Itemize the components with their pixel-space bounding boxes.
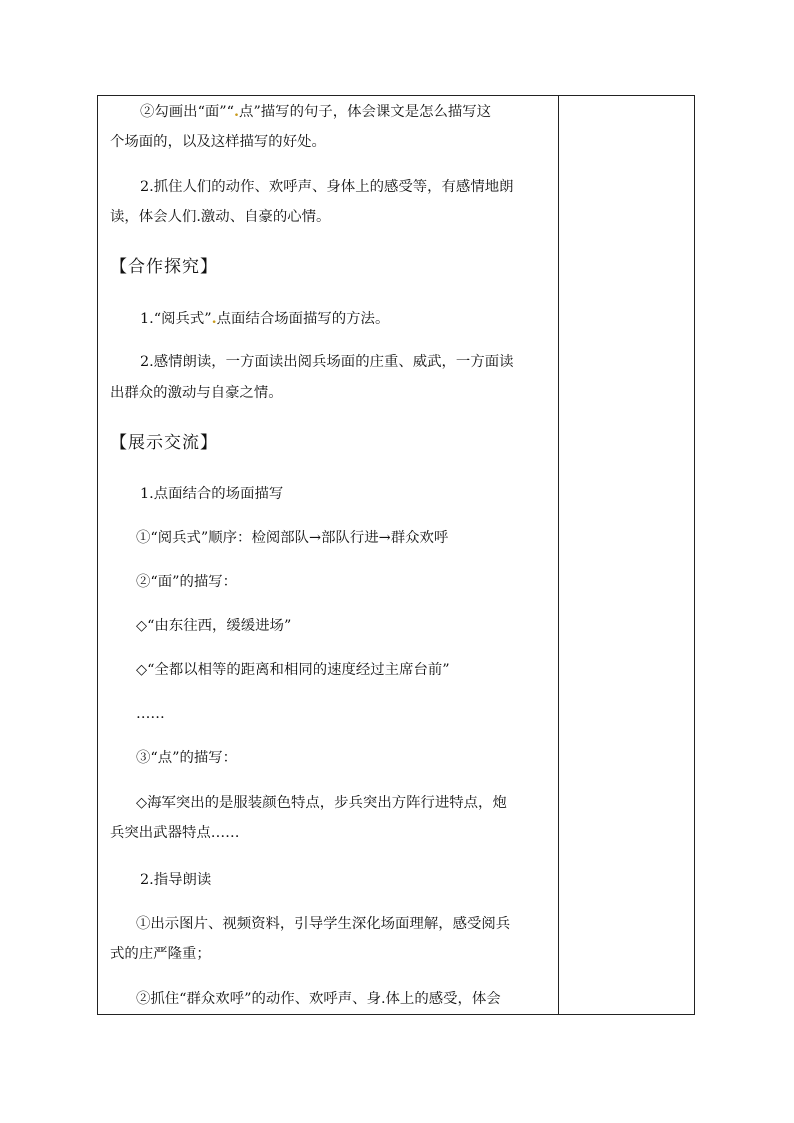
text-line bbox=[140, 102, 491, 122]
section-heading-present: 【展示交流】 bbox=[110, 433, 218, 453]
text-line: ◇海军突出的是服装颜色特点，步兵突出方阵行进特点，炮 bbox=[136, 795, 507, 811]
text-line: ◇“由东往西，缓缓进场” bbox=[136, 618, 292, 634]
text-line: ①出示图片、视频资料，引导学生深化场面理解，感受阅兵 bbox=[136, 916, 511, 932]
text-segment: 点”描写的句子，体会课文是怎么描写这 bbox=[239, 104, 492, 120]
text-line: ②“面”的描写： bbox=[136, 574, 238, 590]
text-line: 出群众的激动与自豪之情。 bbox=[110, 385, 283, 401]
emphasis-dot: . bbox=[234, 103, 240, 120]
section-heading-cooperate: 【合作探究】 bbox=[110, 257, 218, 277]
text-line: 2.感情朗读，一方面读出阅兵场面的庄重、威武，一方面读 bbox=[140, 354, 514, 370]
text-line: ②抓住“群众欢呼”的动作、欢呼声、身.体上的感受，体会 bbox=[136, 991, 501, 1007]
notes-cell bbox=[559, 96, 695, 1014]
text-line: ◇“全都以相等的距离和相同的速度经过主席台前” bbox=[136, 662, 450, 678]
text-line: 个场面的，以及这样描写的好处。 bbox=[110, 134, 326, 150]
text-segment: ②勾画出“面”“ bbox=[140, 104, 235, 120]
text-segment: 1.“阅兵式” bbox=[140, 311, 212, 327]
text-line: ①“阅兵式”顺序：检阅部队→部队行进→群众欢呼 bbox=[136, 530, 449, 546]
text-line bbox=[140, 309, 389, 329]
text-line: 读，体会人们.激动、自豪的心情。 bbox=[110, 209, 331, 225]
text-line: 2.抓住人们的动作、欢呼声、身体上的感受等，有感情地朗 bbox=[140, 179, 514, 195]
text-line: 式的庄严隆重； bbox=[110, 946, 211, 962]
emphasis-dot: . bbox=[211, 310, 217, 327]
text-line: 兵突出武器特点…… bbox=[110, 825, 240, 841]
text-line: 2.指导朗读 bbox=[140, 872, 212, 888]
text-segment: 点面结合场面描写的方法。 bbox=[216, 311, 390, 327]
text-line: …… bbox=[136, 706, 165, 722]
text-line: 1.点面结合的场面描写 bbox=[140, 486, 284, 502]
text-line: ③“点”的描写： bbox=[136, 750, 238, 766]
lesson-plan-table bbox=[97, 95, 695, 1015]
